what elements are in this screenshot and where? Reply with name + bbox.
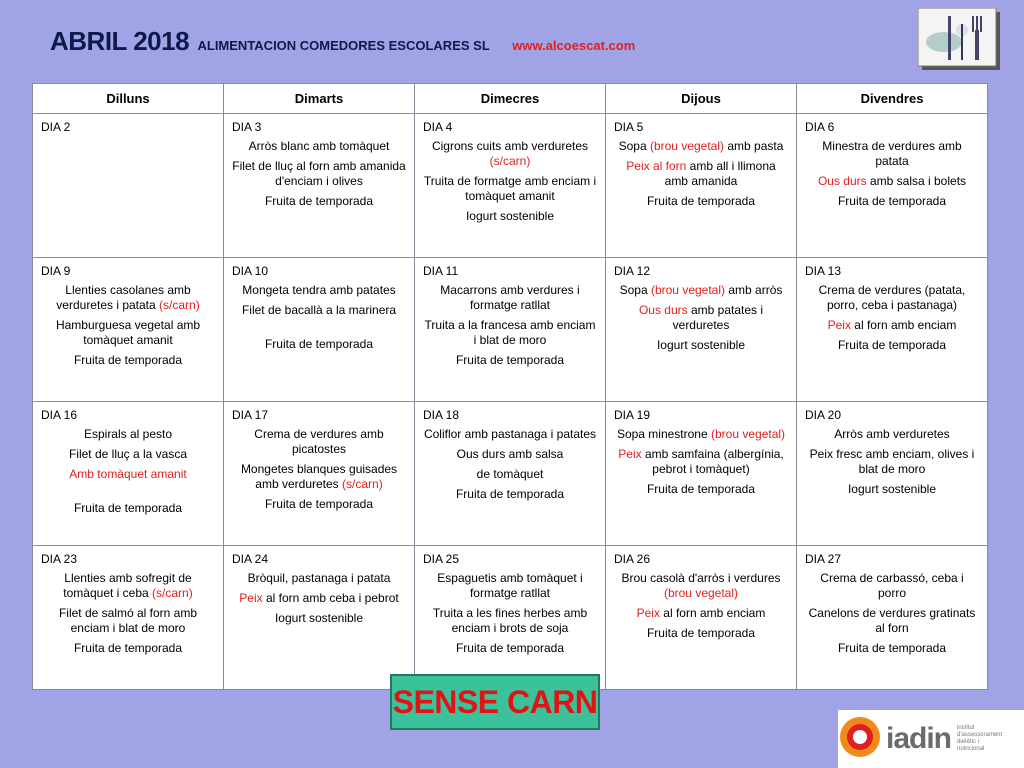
menu-item-text: Brou casolà d'arròs i verdures — [621, 571, 781, 585]
day-cell — [797, 546, 988, 690]
menu-item — [805, 174, 979, 189]
menu-item-text: Truita de formatge amb enciam i tomàquet amanit — [423, 174, 597, 203]
menu-item-highlight: (brou vegetal) — [649, 139, 725, 153]
menu-item-text: Fruita de temporada — [73, 353, 183, 367]
menu-item-text: Llenties casolanes amb verduretes i patata — [56, 283, 191, 312]
menu-item — [232, 591, 406, 606]
menu-item-text: Fruita de temporada — [646, 194, 756, 208]
menu-item-text: Sopa minestrone — [616, 427, 711, 441]
menu-item — [232, 571, 406, 586]
menu-item — [805, 571, 979, 601]
menu-item-highlight: Ous durs — [817, 174, 867, 188]
menu-item-text: Canelons de verdures gratinats al forn — [808, 606, 976, 635]
menu-item — [805, 139, 979, 169]
menu-item-highlight: Peix — [618, 447, 642, 461]
menu-item-text: Mongetes blanques guisades amb verduretes — [240, 462, 398, 491]
menu-item — [805, 283, 979, 313]
menu-item-text: Fruita de temporada — [837, 338, 947, 352]
menu-item — [41, 427, 215, 442]
menu-item-text: Crema de verdures amb picatostes — [254, 427, 384, 456]
menu-item-highlight: (s/carn) — [342, 477, 383, 491]
day-label: DIA 17 — [232, 408, 269, 422]
menu-item — [41, 447, 215, 462]
menu-item-text: Iogurt sostenible — [274, 611, 364, 625]
menu-item-text: Peix fresc amb enciam, olives i blat de moro — [809, 447, 975, 476]
menu-item — [805, 482, 979, 497]
menu-body — [33, 114, 988, 690]
menu-table — [32, 83, 988, 690]
menu-item-highlight: Peix — [636, 606, 660, 620]
menu-item — [423, 447, 597, 462]
menu-item — [423, 571, 597, 601]
menu-item-text: Fruita de temporada — [837, 194, 947, 208]
menu-item-text: Arròs blanc amb tomàquet — [248, 139, 390, 153]
menu-item-text: Filet de lluç a la vasca — [68, 447, 188, 461]
menu-item — [614, 606, 788, 621]
menu-item — [41, 641, 215, 656]
menu-item-text: Fruita de temporada — [646, 482, 756, 496]
menu-item-text: al forn amb ceba i pebrot — [262, 591, 399, 605]
menu-item-text: Crema de verdures (patata, porro, ceba i pastanaga) — [818, 283, 966, 312]
menu-item-text: Iogurt sostenible — [656, 338, 746, 352]
menu-item-text: amb all i llimona amb amanida — [664, 159, 776, 188]
day-cell — [33, 546, 224, 690]
day-label: DIA 19 — [614, 408, 651, 422]
day-cell — [415, 258, 606, 402]
day-label: DIA 20 — [805, 408, 842, 422]
menu-item-text: Filet de bacallà a la marinera — [241, 303, 397, 317]
day-label: DIA 16 — [41, 408, 78, 422]
day-label: DIA 11 — [423, 264, 459, 278]
menu-item — [614, 159, 788, 189]
day-label: DIA 6 — [805, 120, 835, 134]
iadin-logo-tagline: institut d'assessorament dietètic i nutricional — [957, 725, 1003, 752]
menu-item-text: Fruita de temporada — [455, 487, 565, 501]
menu-item — [232, 194, 406, 209]
day-label: DIA 26 — [614, 552, 651, 566]
menu-item-text: amb samfaina (albergínia, pebrot i tomàquet) — [641, 447, 784, 476]
menu-item-highlight: (s/carn) — [159, 298, 200, 312]
menu-item — [614, 194, 788, 209]
menu-item — [614, 482, 788, 497]
menu-item — [614, 338, 788, 353]
day-cell — [33, 258, 224, 402]
menu-item — [41, 571, 215, 601]
menu-item — [423, 174, 597, 204]
day-cell — [606, 258, 797, 402]
menu-item — [614, 626, 788, 641]
day-label: DIA 25 — [423, 552, 460, 566]
menu-item — [805, 338, 979, 353]
day-cell — [33, 114, 224, 258]
day-cell — [224, 402, 415, 546]
menu-item — [41, 283, 215, 313]
menu-item-text: Espaguetis amb tomàquet i formatge ratllat — [437, 571, 583, 600]
menu-item-text: Arròs amb verduretes — [834, 427, 950, 441]
menu-item — [614, 447, 788, 477]
page-title — [50, 26, 635, 57]
menu-item-text: Fruita de temporada — [73, 501, 183, 515]
menu-item — [805, 194, 979, 209]
menu-item-text: Fruita de temporada — [455, 353, 565, 367]
menu-item-text: Bròquil, pastanaga i patata — [247, 571, 391, 585]
menu-item — [41, 501, 215, 516]
menu-item-text: Truita a la francesa amb enciam i blat de moro — [424, 318, 596, 347]
menu-item-text: Coliflor amb pastanaga i patates — [423, 427, 597, 441]
day-cell — [224, 258, 415, 402]
menu-item-text: amb arròs — [725, 283, 783, 297]
day-cell — [606, 114, 797, 258]
day-label: DIA 2 — [41, 120, 71, 134]
menu-item — [423, 606, 597, 636]
menu-item-text: Hamburguesa vegetal amb tomàquet amanit — [55, 318, 201, 347]
menu-item — [423, 139, 597, 169]
menu-item-text: Ous durs amb salsa — [456, 447, 564, 461]
menu-item-text: Minestra de verdures amb patata — [822, 139, 962, 168]
menu-item-text: amb salsa i bolets — [866, 174, 967, 188]
menu-item-highlight: Peix — [827, 318, 851, 332]
sense-carn-badge: SENSE CARN — [390, 674, 600, 730]
menu-item — [41, 353, 215, 368]
menu-item-highlight: Peix al forn — [626, 159, 687, 173]
day-label: DIA 23 — [41, 552, 78, 566]
menu-item-text: al forn amb enciam — [659, 606, 766, 620]
menu-item-text: Espirals al pesto — [83, 427, 173, 441]
menu-item-text: Fruita de temporada — [73, 641, 183, 655]
menu-item — [614, 283, 788, 298]
menu-item — [423, 209, 597, 224]
day-cell — [224, 114, 415, 258]
menu-item-text: Cigrons cuits amb verduretes — [431, 139, 589, 153]
day-label: DIA 18 — [423, 408, 460, 422]
menu-item-text: Fruita de temporada — [646, 626, 756, 640]
day-cell — [797, 258, 988, 402]
day-label: DIA 13 — [805, 264, 842, 278]
menu-item-text: Fruita de temporada — [264, 337, 374, 351]
week-row — [33, 402, 988, 546]
title-company: ALIMENTACION COMEDORES ESCOLARES SL — [197, 38, 490, 53]
menu-item — [805, 427, 979, 442]
menu-item-text: Fruita de temporada — [264, 497, 374, 511]
menu-item — [232, 611, 406, 626]
website-link[interactable]: www.alcoescat.com — [512, 38, 636, 53]
day-cell — [797, 402, 988, 546]
menu-item — [423, 427, 597, 442]
cutlery-logo-icon — [918, 8, 1000, 70]
day-cell — [224, 546, 415, 690]
menu-item — [805, 447, 979, 477]
day-label: DIA 24 — [232, 552, 269, 566]
day-label: DIA 10 — [232, 264, 269, 278]
day-label: DIA 4 — [423, 120, 453, 134]
col-header-friday: Divendres — [797, 84, 988, 114]
menu-item-highlight: Peix — [239, 591, 263, 605]
menu-item-text: Iogurt sostenible — [847, 482, 937, 496]
day-label: DIA 12 — [614, 264, 651, 278]
day-cell — [33, 402, 224, 546]
menu-item-highlight: (s/carn) — [152, 586, 193, 600]
menu-item-text: Truita a les fines herbes amb enciam i brots de soja — [432, 606, 588, 635]
iadin-logo-icon — [838, 715, 882, 764]
menu-item — [805, 606, 979, 636]
col-header-wednesday: Dimecres — [415, 84, 606, 114]
menu-item — [614, 427, 788, 442]
menu-item-text: al forn amb enciam — [850, 318, 957, 332]
menu-item — [805, 318, 979, 333]
menu-item-text: amb patates i verduretes — [672, 303, 764, 332]
menu-item — [41, 606, 215, 636]
day-label: DIA 3 — [232, 120, 262, 134]
week-row — [33, 546, 988, 690]
menu-item-text: Fruita de temporada — [837, 641, 947, 655]
menu-item — [423, 467, 597, 482]
day-cell — [415, 114, 606, 258]
menu-item — [614, 139, 788, 154]
menu-item — [423, 318, 597, 348]
menu-item — [41, 467, 215, 482]
col-header-tuesday: Dimarts — [224, 84, 415, 114]
menu-item — [232, 337, 406, 352]
menu-item-text: de tomàquet — [476, 467, 544, 481]
menu-item-highlight: Ous durs — [638, 303, 688, 317]
menu-item-text: Iogurt sostenible — [465, 209, 555, 223]
menu-item-text: Filet de salmó al forn amb enciam i blat de moro — [58, 606, 198, 635]
week-row — [33, 114, 988, 258]
day-label: DIA 5 — [614, 120, 644, 134]
menu-spacer — [41, 487, 215, 501]
col-header-thursday: Dijous — [606, 84, 797, 114]
menu-item-highlight: (brou vegetal) — [711, 427, 786, 441]
menu-item — [614, 571, 788, 601]
col-header-monday: Dilluns — [33, 84, 224, 114]
day-cell — [415, 546, 606, 690]
menu-item — [423, 353, 597, 368]
menu-item-text: Fruita de temporada — [455, 641, 565, 655]
menu-item-text: Mongeta tendra amb patates — [242, 283, 396, 297]
day-cell — [797, 114, 988, 258]
menu-item-text: Fruita de temporada — [264, 194, 374, 208]
menu-item — [232, 497, 406, 512]
menu-item-text: amb pasta — [724, 139, 784, 153]
menu-item-text: Filet de lluç al forn amb amanida d'enciam i olives — [232, 159, 406, 188]
menu-item — [423, 283, 597, 313]
menu-item — [232, 427, 406, 457]
menu-item-text: Macarrons amb verdures i formatge ratllat — [440, 283, 580, 312]
menu-item-highlight: (s/carn) — [489, 154, 531, 168]
menu-spacer — [232, 323, 406, 337]
iadin-logo — [838, 710, 1024, 768]
iadin-logo-word: iadin — [886, 722, 952, 755]
menu-item — [232, 283, 406, 298]
header-row — [33, 84, 988, 114]
menu-item — [232, 159, 406, 189]
title-month: ABRIL 2018 — [50, 26, 190, 56]
menu-item — [423, 641, 597, 656]
menu-item — [232, 139, 406, 154]
menu-item — [423, 487, 597, 502]
day-cell — [415, 402, 606, 546]
menu-item-highlight: Amb tomàquet amanit — [69, 467, 187, 481]
menu-item-highlight: (brou vegetal) — [663, 586, 739, 600]
menu-item-highlight: (brou vegetal) — [650, 283, 726, 297]
day-cell — [606, 546, 797, 690]
day-label: DIA 27 — [805, 552, 842, 566]
menu-item — [232, 303, 406, 318]
week-row — [33, 258, 988, 402]
menu-item-text: Crema de carbassó, ceba i porro — [820, 571, 964, 600]
menu-item — [614, 303, 788, 333]
menu-item — [805, 641, 979, 656]
menu-item — [232, 462, 406, 492]
menu-item-text: Sopa — [619, 283, 651, 297]
menu-item-text: Llenties amb sofregit de tomàquet i ceba — [63, 571, 192, 600]
day-label: DIA 9 — [41, 264, 71, 278]
day-cell — [606, 402, 797, 546]
menu-item-text: Sopa — [618, 139, 650, 153]
menu-item — [41, 318, 215, 348]
